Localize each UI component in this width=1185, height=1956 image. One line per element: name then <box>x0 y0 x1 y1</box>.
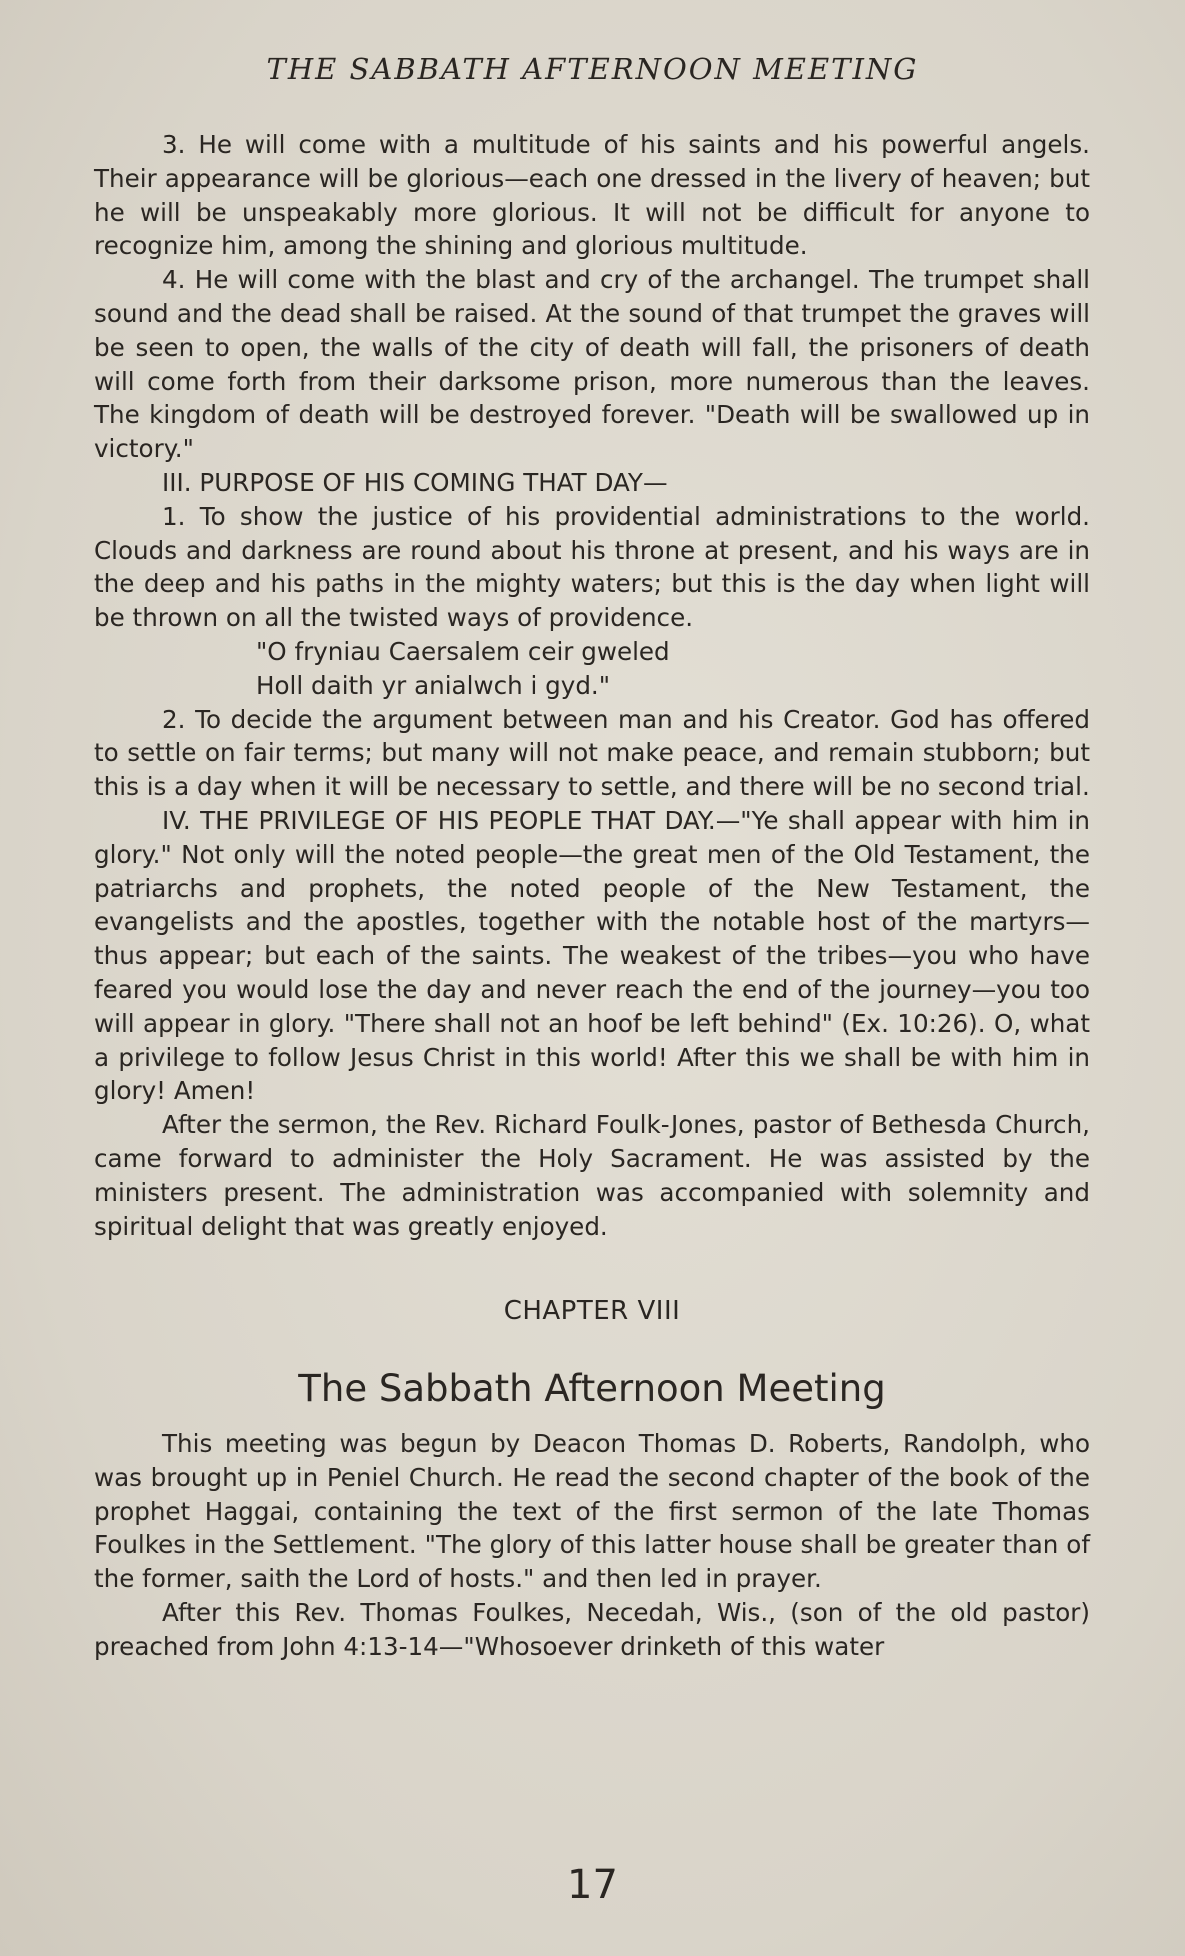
paragraph-after-sermon: After the sermon, the Rev. Richard Foulk-Jones, pastor of Bethesda Church, came forward to administer the Holy Sacrament. He was assisted by the ministers present. The administration was accompanied with solemnity and spiritual delight that was greatly enjoyed. <box>94 1110 1090 1241</box>
section-heading-iii: III. PURPOSE OF HIS COMING THAT DAY— <box>162 467 668 497</box>
chapter-label: CHAPTER VIII <box>503 1296 681 1327</box>
running-head: THE SABBATH AFTERNOON MEETING <box>266 52 919 86</box>
paragraph-point-4: 4. He will come with the blast and cry of the archangel. The trumpet shall sound and the dead shall be raised. At the sound of that trumpet the graves will be seen to open, the walls of the city of death will fall, the prisoners of death will come forth from their darksome prison, more numerous than the leaves. The kingdom of death will be destroyed forever. "Death will be swallowed up in victory." <box>94 265 1090 464</box>
welsh-verse-line-2: Holl daith yr anialwch i gyd." <box>256 670 611 700</box>
welsh-verse-line-1: "O fryniau Caersalem ceir gweled <box>256 636 670 666</box>
paragraph-meeting-begun: This meeting was begun by Deacon Thomas D. Roberts, Randolph, who was brought up in Peniel Church. He read the second chapter of the book of the prophet Haggai, containing the text of the first sermon of the late Thomas Foulkes in the Settlement. "The glory of this latter house shall be greater than of the former, saith the Lord of hosts." and then led in prayer. <box>94 1429 1090 1594</box>
paragraph-point-3: 3. He will come with a multitude of his saints and his powerful angels. Their appearance will be glorious—each one dressed in the livery of heaven; but he will be unspeakably more glorious. It will not be difficult for anyone to recognize him, among the shining and glorious multitude. <box>94 130 1090 261</box>
section-iv-privilege: IV. THE PRIVILEGE OF HIS PEOPLE THAT DAY.—"Ye shall appear with him in glory." Not only will the noted people—the great men of the Old Testament, the patriarchs and prophets, the noted people of the New Testament, the evangelists and the apostles, together with the notable host of the martyrs—thus appear; but each of the saints. The weakest of the tribes—you who have feared you would lose the day and never reach the end of the journey—you too will appear in glory. "There shall not an hoof be left behind" (Ex. 10:26). O, what a privilege to follow Jesus Christ in this world! After this we shall be with him in glory! Amen! <box>94 805 1090 1106</box>
chapter-title: The Sabbath Afternoon Meeting <box>298 1367 886 1411</box>
paragraph-foulkes-preached: After this Rev. Thomas Foulkes, Necedah, Wis., (son of the old pastor) preached from John 4:13-14—"Whosoever drinketh of this water <box>94 1598 1090 1661</box>
page-number: 17 <box>567 1862 618 1908</box>
paragraph-purpose-2: 2. To decide the argument between man and his Creator. God has offered to settle on fair terms; but many will not make peace, and remain stubborn; but this is a day when it will be necessary to settle, and there will be no second trial. <box>94 704 1090 802</box>
paragraph-purpose-1: 1. To show the justice of his providential administrations to the world. Clouds and darkness are round about his throne at present, and his ways are in the deep and his paths in the mighty waters; but this is the day when light will be thrown on all the twisted ways of providence. <box>94 501 1090 633</box>
body-text <box>94 128 1090 1664</box>
